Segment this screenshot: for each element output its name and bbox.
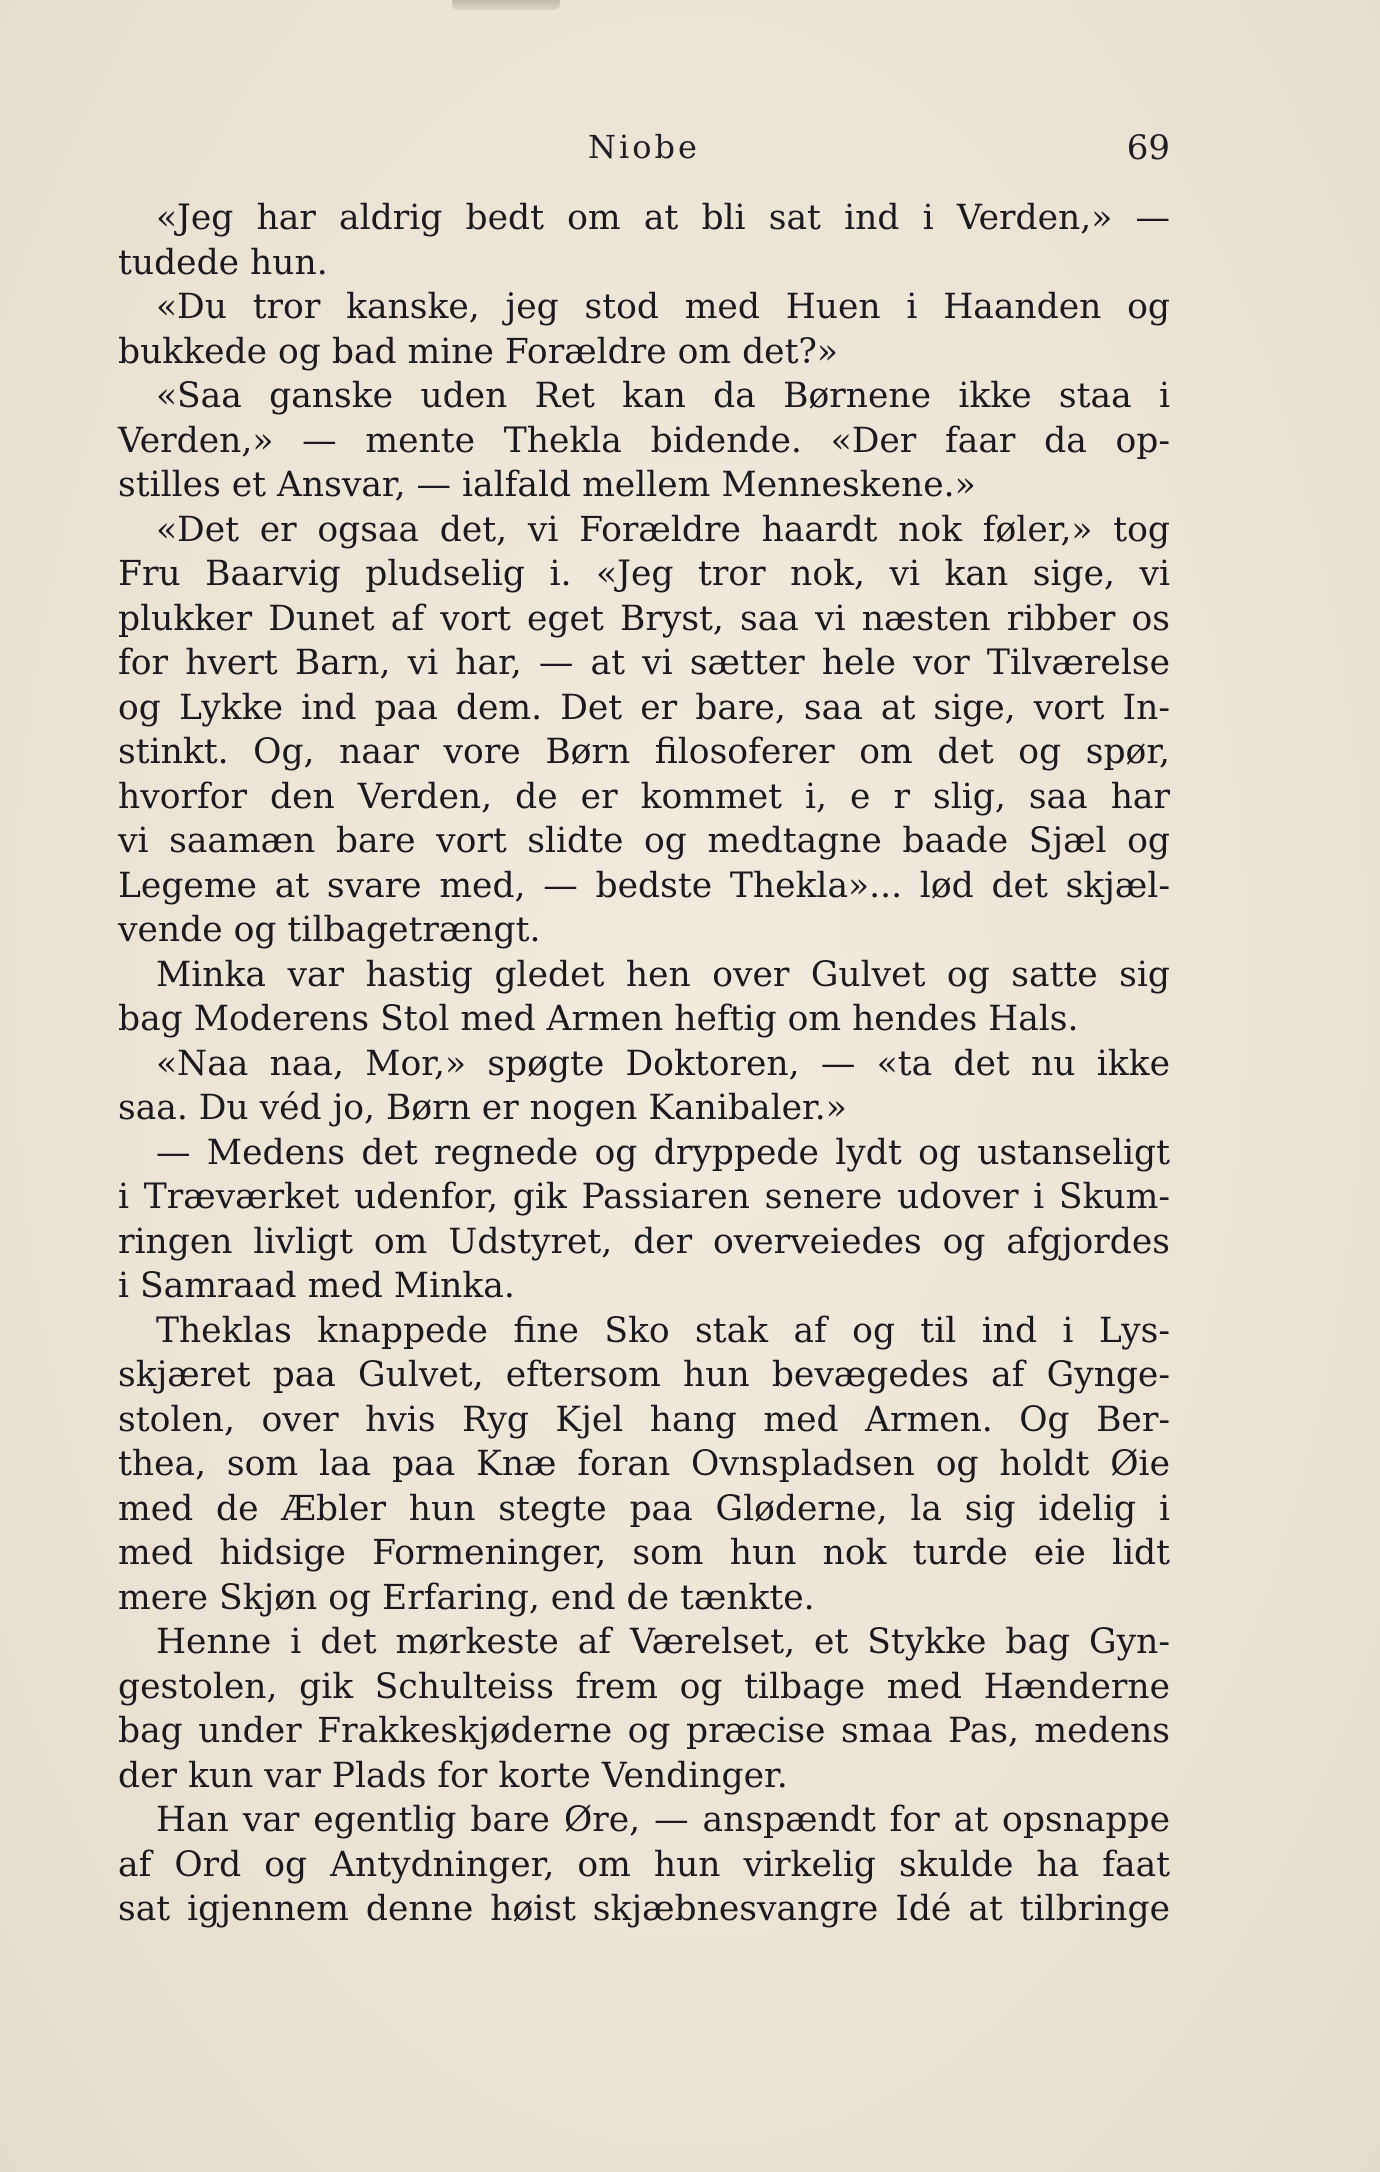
text-line: vende og tilbagetrængt. [118, 910, 541, 950]
text-line: hvorfor den Verden, de er kommet i, e r slig, saa har [118, 776, 1170, 817]
text-line: og Lykke ind paa dem. Det er bare, saa at sige, vort In- [118, 687, 1170, 728]
text-line: Han var egentlig bare Øre, — anspændt for at opsnappe [155, 1800, 1170, 1840]
text-line: Fru Baarvig pludselig i. «Jeg tror nok, vi kan sige, vi [118, 554, 1170, 594]
text-line: i Samraad med Minka. [118, 1266, 515, 1306]
text-line: Minka var hastig gledet hen over Gulvet og satte sig [155, 954, 1170, 995]
text-line: af Ord og Antydninger, om hun virkelig skulde ha faat [118, 1844, 1170, 1885]
text-line: stinkt. Og, naar vore Børn filosoferer om det og spør, [118, 732, 1170, 772]
text-line: med hidsige Formeninger, som hun nok turde eie lidt [118, 1533, 1170, 1573]
text-line: plukker Dunet af vort eget Bryst, saa vi næsten ribber os [118, 598, 1170, 639]
text-line: Legeme at svare med, — bedste Thekla»... lød det skjæl- [118, 865, 1170, 906]
text-line: thea, som laa paa Knæ foran Ovnspladsen og holdt Øie [118, 1444, 1170, 1484]
page-number: 69 [1126, 128, 1170, 168]
text-line: der kun var Plads for korte Vendinger. [118, 1755, 788, 1796]
text-line: tudede hun. [118, 242, 328, 283]
running-title: Niobe [588, 128, 700, 166]
body-text [118, 196, 1170, 1932]
text-line: ringen livligt om Udstyret, der overveiedes og afgjordes [118, 1221, 1170, 1262]
text-line: med de Æbler hun stegte paa Gløderne, la sig idelig i [118, 1488, 1170, 1529]
text-line: stolen, over hvis Ryg Kjel hang med Armen. Og Ber- [118, 1399, 1170, 1440]
text-line: mere Skjøn og Erfaring, end de tænkte. [118, 1577, 815, 1618]
text-line: bag Moderens Stol med Armen heftig om hendes Hals. [118, 999, 1079, 1039]
text-line: — Medens det regnede og dryppede lydt og ustanseligt [155, 1132, 1170, 1173]
text-line: «Jeg har aldrig bedt om at bli sat ind i Verden,» — [155, 198, 1170, 238]
text-line: skjæret paa Gulvet, eftersom hun bevægedes af Gynge- [118, 1355, 1170, 1395]
text-line: gestolen, gik Schulteiss frem og tilbage med Hænderne [118, 1666, 1170, 1707]
text-line: vi saamæn bare vort slidte og medtagne baade Sjæl og [118, 821, 1170, 861]
text-line: bukkede og bad mine Forældre om det?» [118, 331, 839, 372]
text-line: saa. Du véd jo, Børn er nogen Kanibaler.» [118, 1088, 847, 1128]
text-line: sat igjennem denne høist skjæbnesvangre Idé at tilbringe [118, 1889, 1170, 1929]
text-line: «Naa naa, Mor,» spøgte Doktoren, — «ta det nu ikke [155, 1043, 1170, 1084]
binding-mark [452, 0, 560, 10]
text-line: stilles et Ansvar, — ialfald mellem Menneskene.» [118, 465, 976, 505]
text-line: «Saa ganske uden Ret kan da Børnene ikke staa i [155, 376, 1170, 416]
text-line: Theklas knappede fine Sko stak af og til ind i Lys- [155, 1310, 1170, 1351]
page-header [118, 128, 1170, 178]
text-line: Verden,» — mente Thekla bidende. «Der faar da op- [118, 420, 1170, 461]
text-line: «Det er ogsaa det, vi Forældre haardt nok føler,» tog [155, 509, 1170, 550]
text-line: i Træværket udenfor, gik Passiaren senere udover i Skum- [118, 1177, 1170, 1217]
text-line: Henne i det mørkeste af Værelset, et Stykke bag Gyn- [155, 1622, 1170, 1662]
text-line: «Du tror kanske, jeg stod med Huen i Haanden og [155, 287, 1170, 327]
text-line: for hvert Barn, vi har, — at vi sætter hele vor Tilværelse [118, 643, 1170, 683]
text-line: bag under Frakkeskjøderne og præcise smaa Pas, medens [118, 1711, 1170, 1751]
